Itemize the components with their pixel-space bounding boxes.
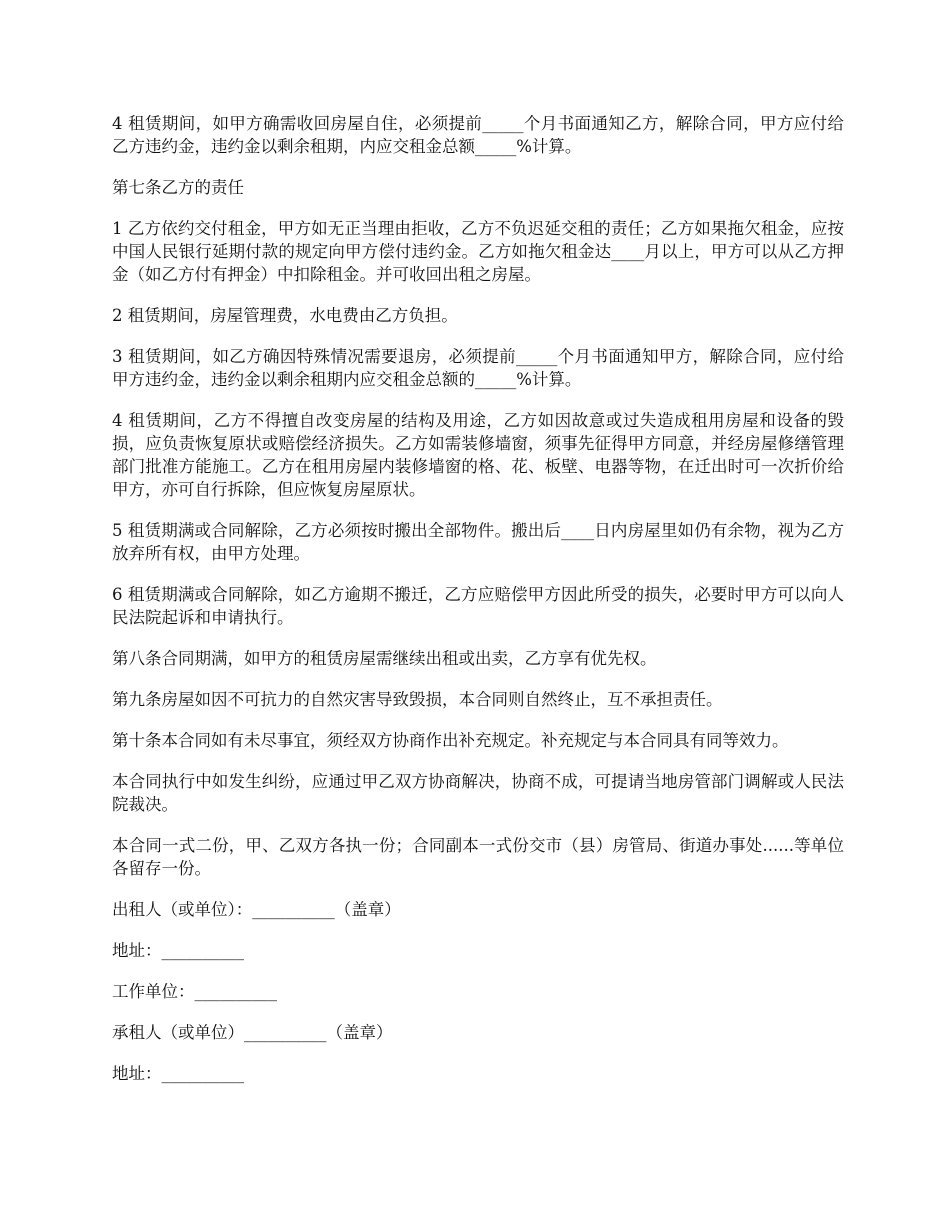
lessee-signature-line: 承租人（或单位）__________（盖章） [112,1023,393,1042]
lessor-address-line: 地址：__________ [112,941,244,960]
lessor-signature-line: 出租人（或单位）：__________（盖章） [112,900,401,919]
article-7-heading: 第七条乙方的责任 [112,178,244,197]
clause-7-2: 2 租赁期间，房屋管理费，水电费由乙方负担。 [112,306,458,325]
article-8: 第八条合同期满，如甲方的租赁房屋需继续出租或出卖，乙方享有优先权。 [112,649,657,668]
article-10: 第十条本合同如有未尽事宜，须经双方协商作出补充规定。补充规定与本合同具有同等效力。 [112,731,789,750]
clause-7-5: 5 租赁期满或合同解除，乙方必须按时搬出全部物件。搬出后____日内房屋里如仍有余物，视为乙方放弃所有权，由甲方处理。 [112,521,844,563]
clause-7-4: 4 租赁期间，乙方不得擅自改变房屋的结构及用途，乙方如因故意或过失造成租用房屋和设备的毁损，应负责恢复原状或赔偿经济损失。乙方如需装修墙窗，须事先征得甲方同意，并经房屋修缮管理部门批准方能施工。乙方在租用房屋内装修墙窗的格、花、板壁、电器等物，在迁出时可一次折价给甲方，亦可自行拆除，但应恢复房屋原状。 [112,411,844,499]
dispute-resolution: 本合同执行中如发生纠纷，应通过甲乙双方协商解决，协商不成，可提请当地房管部门调解或人民法院裁决。 [112,772,844,814]
clause-6-4: 4 租赁期间，如甲方确需收回房屋自住，必须提前_____个月书面通知乙方，解除合同，甲方应付给乙方违约金，违约金以剩余租期，内应交租金总额_____%计算。 [112,114,844,156]
copies-clause: 本合同一式二份，甲、乙双方各执一份；合同副本一式份交市（县）房管局、街道办事处......等单位各留存一份。 [112,836,844,878]
article-9: 第九条房屋如因不可抗力的自然灾害导致毁损，本合同则自然终止，互不承担责任。 [112,690,723,709]
clause-7-1: 1 乙方依约交付租金，甲方如无正当理由拒收，乙方不负迟延交租的责任；乙方如果拖欠租金，应按中国人民银行延期付款的规定向甲方偿付违约金。乙方如拖欠租金达____月以上，甲方可以从乙方押金（如乙方付有押金）中扣除租金。并可收回出租之房屋。 [112,219,844,284]
work-unit-line: 工作单位：__________ [112,982,277,1001]
document-body [112,112,844,1103]
clause-7-6: 6 租赁期满或合同解除，如乙方逾期不搬迁，乙方应赔偿甲方因此所受的损失，必要时甲方可以向人民法院起诉和申请执行。 [112,585,844,627]
lessee-address-line: 地址：__________ [112,1064,244,1083]
clause-7-3: 3 租赁期间，如乙方确因特殊情况需要退房，必须提前_____个月书面通知甲方，解除合同，应付给甲方违约金，违约金以剩余租期内应交租金总额的_____%计算。 [112,347,844,389]
